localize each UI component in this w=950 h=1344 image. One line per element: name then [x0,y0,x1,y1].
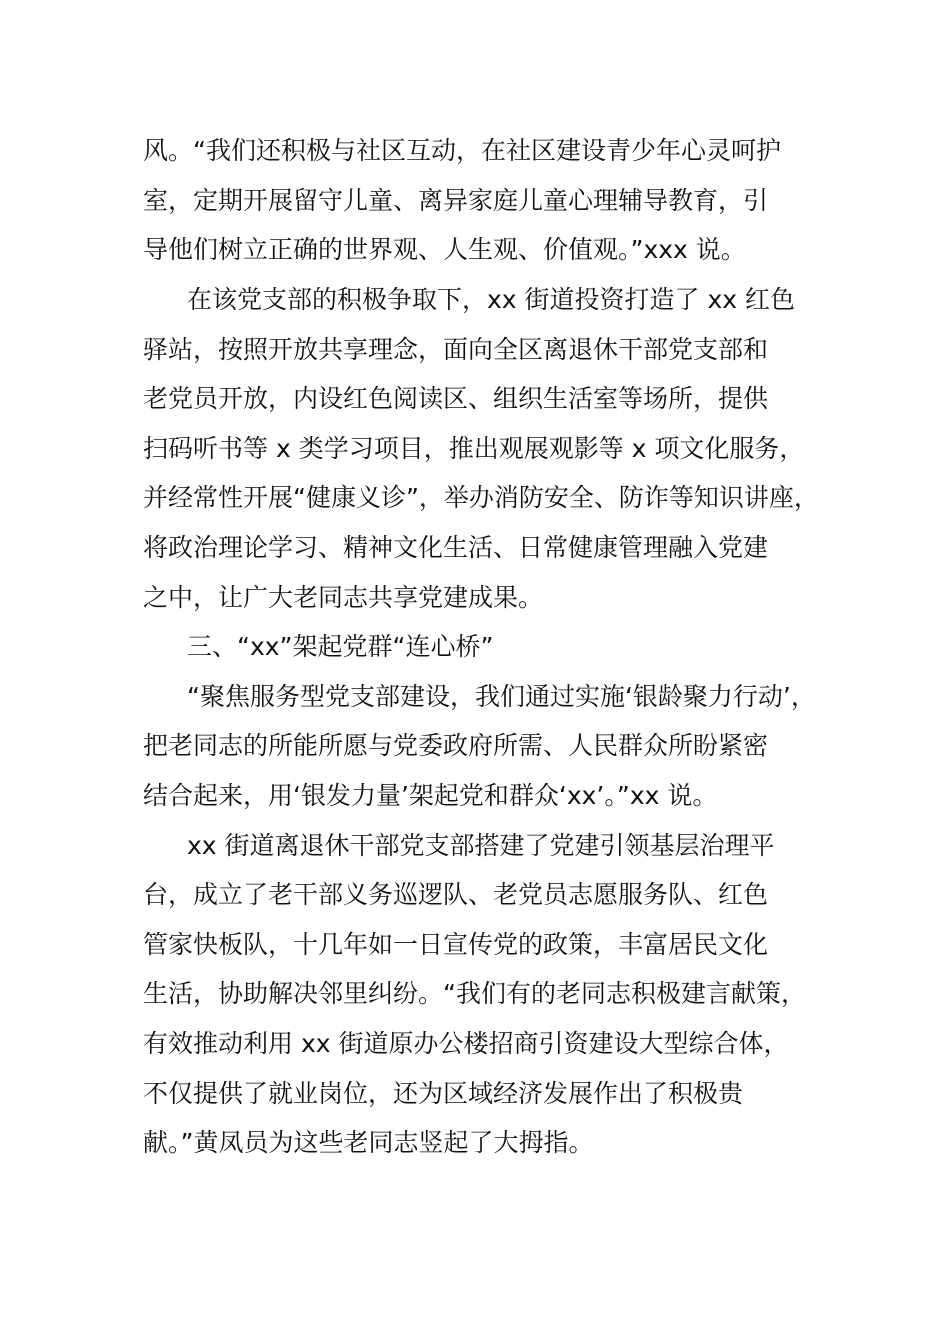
text-line-18: 生活，协助解决邻里纠纷。“我们有的老同志积极建言献策， [143,979,806,1008]
text-line-8: 并经常性开展“健康义诊”，举办消防安全、防诈等知识讲座， [143,483,819,512]
text-line-10: 之中，让广大老同志共享党建成果。 [143,583,544,612]
text-line-17: 管家快板队，十几年如一日宣传党的政策，丰富居民文化 [143,930,769,959]
text-line-14: 结合起来，用‘银发力量’架起党和群众‘xx’。”xx 说。 [143,781,718,810]
text-line-6: 老党员开放，内设红色阅读区、组织生活室等场所，提供 [143,384,769,413]
text-line-4: 在该党支部的积极争取下，xx 街道投资打造了 xx 红色 [187,285,796,314]
text-line-19: 有效推动利用 xx 街道原办公楼招商引资建设大型综合体， [143,1029,789,1058]
section-heading: 三、“xx”架起党群“连心桥” [187,632,494,661]
text-line-5: 驿站，按照开放共享理念，面向全区离退休干部党支部和 [143,335,769,364]
text-line-21: 献。”黄凤员为这些老同志竖起了大拇指。 [143,1128,594,1157]
text-line-15: xx 街道离退休干部党支部搭建了党建引领基层治理平 [187,831,775,860]
text-line-1: 风。“我们还积极与社区互动，在社区建设青少年心灵呵护 [143,136,781,165]
text-line-12: “聚焦服务型党支部建设，我们通过实施‘银龄聚力行动’， [187,682,816,711]
text-line-3: 导他们树立正确的世界观、人生观、价值观。”xxx 说。 [143,235,746,264]
text-line-16: 台，成立了老干部义务巡逻队、老党员志愿服务队、红色 [143,880,769,909]
text-line-20: 不仅提供了就业岗位，还为区域经济发展作出了积极贵 [143,1079,744,1108]
text-line-2: 室，定期开展留守儿童、离异家庭儿童心理辅导教育，引 [143,186,769,215]
text-line-7: 扫码听书等 x 类学习项目，推出观展观影等 x 项文化服务， [143,434,805,463]
text-line-9: 将政治理论学习、精神文化生活、日常健康管理融入党建 [143,533,769,562]
text-line-13: 把老同志的所能所愿与党委政府所需、人民群众所盼紧密 [143,731,769,760]
